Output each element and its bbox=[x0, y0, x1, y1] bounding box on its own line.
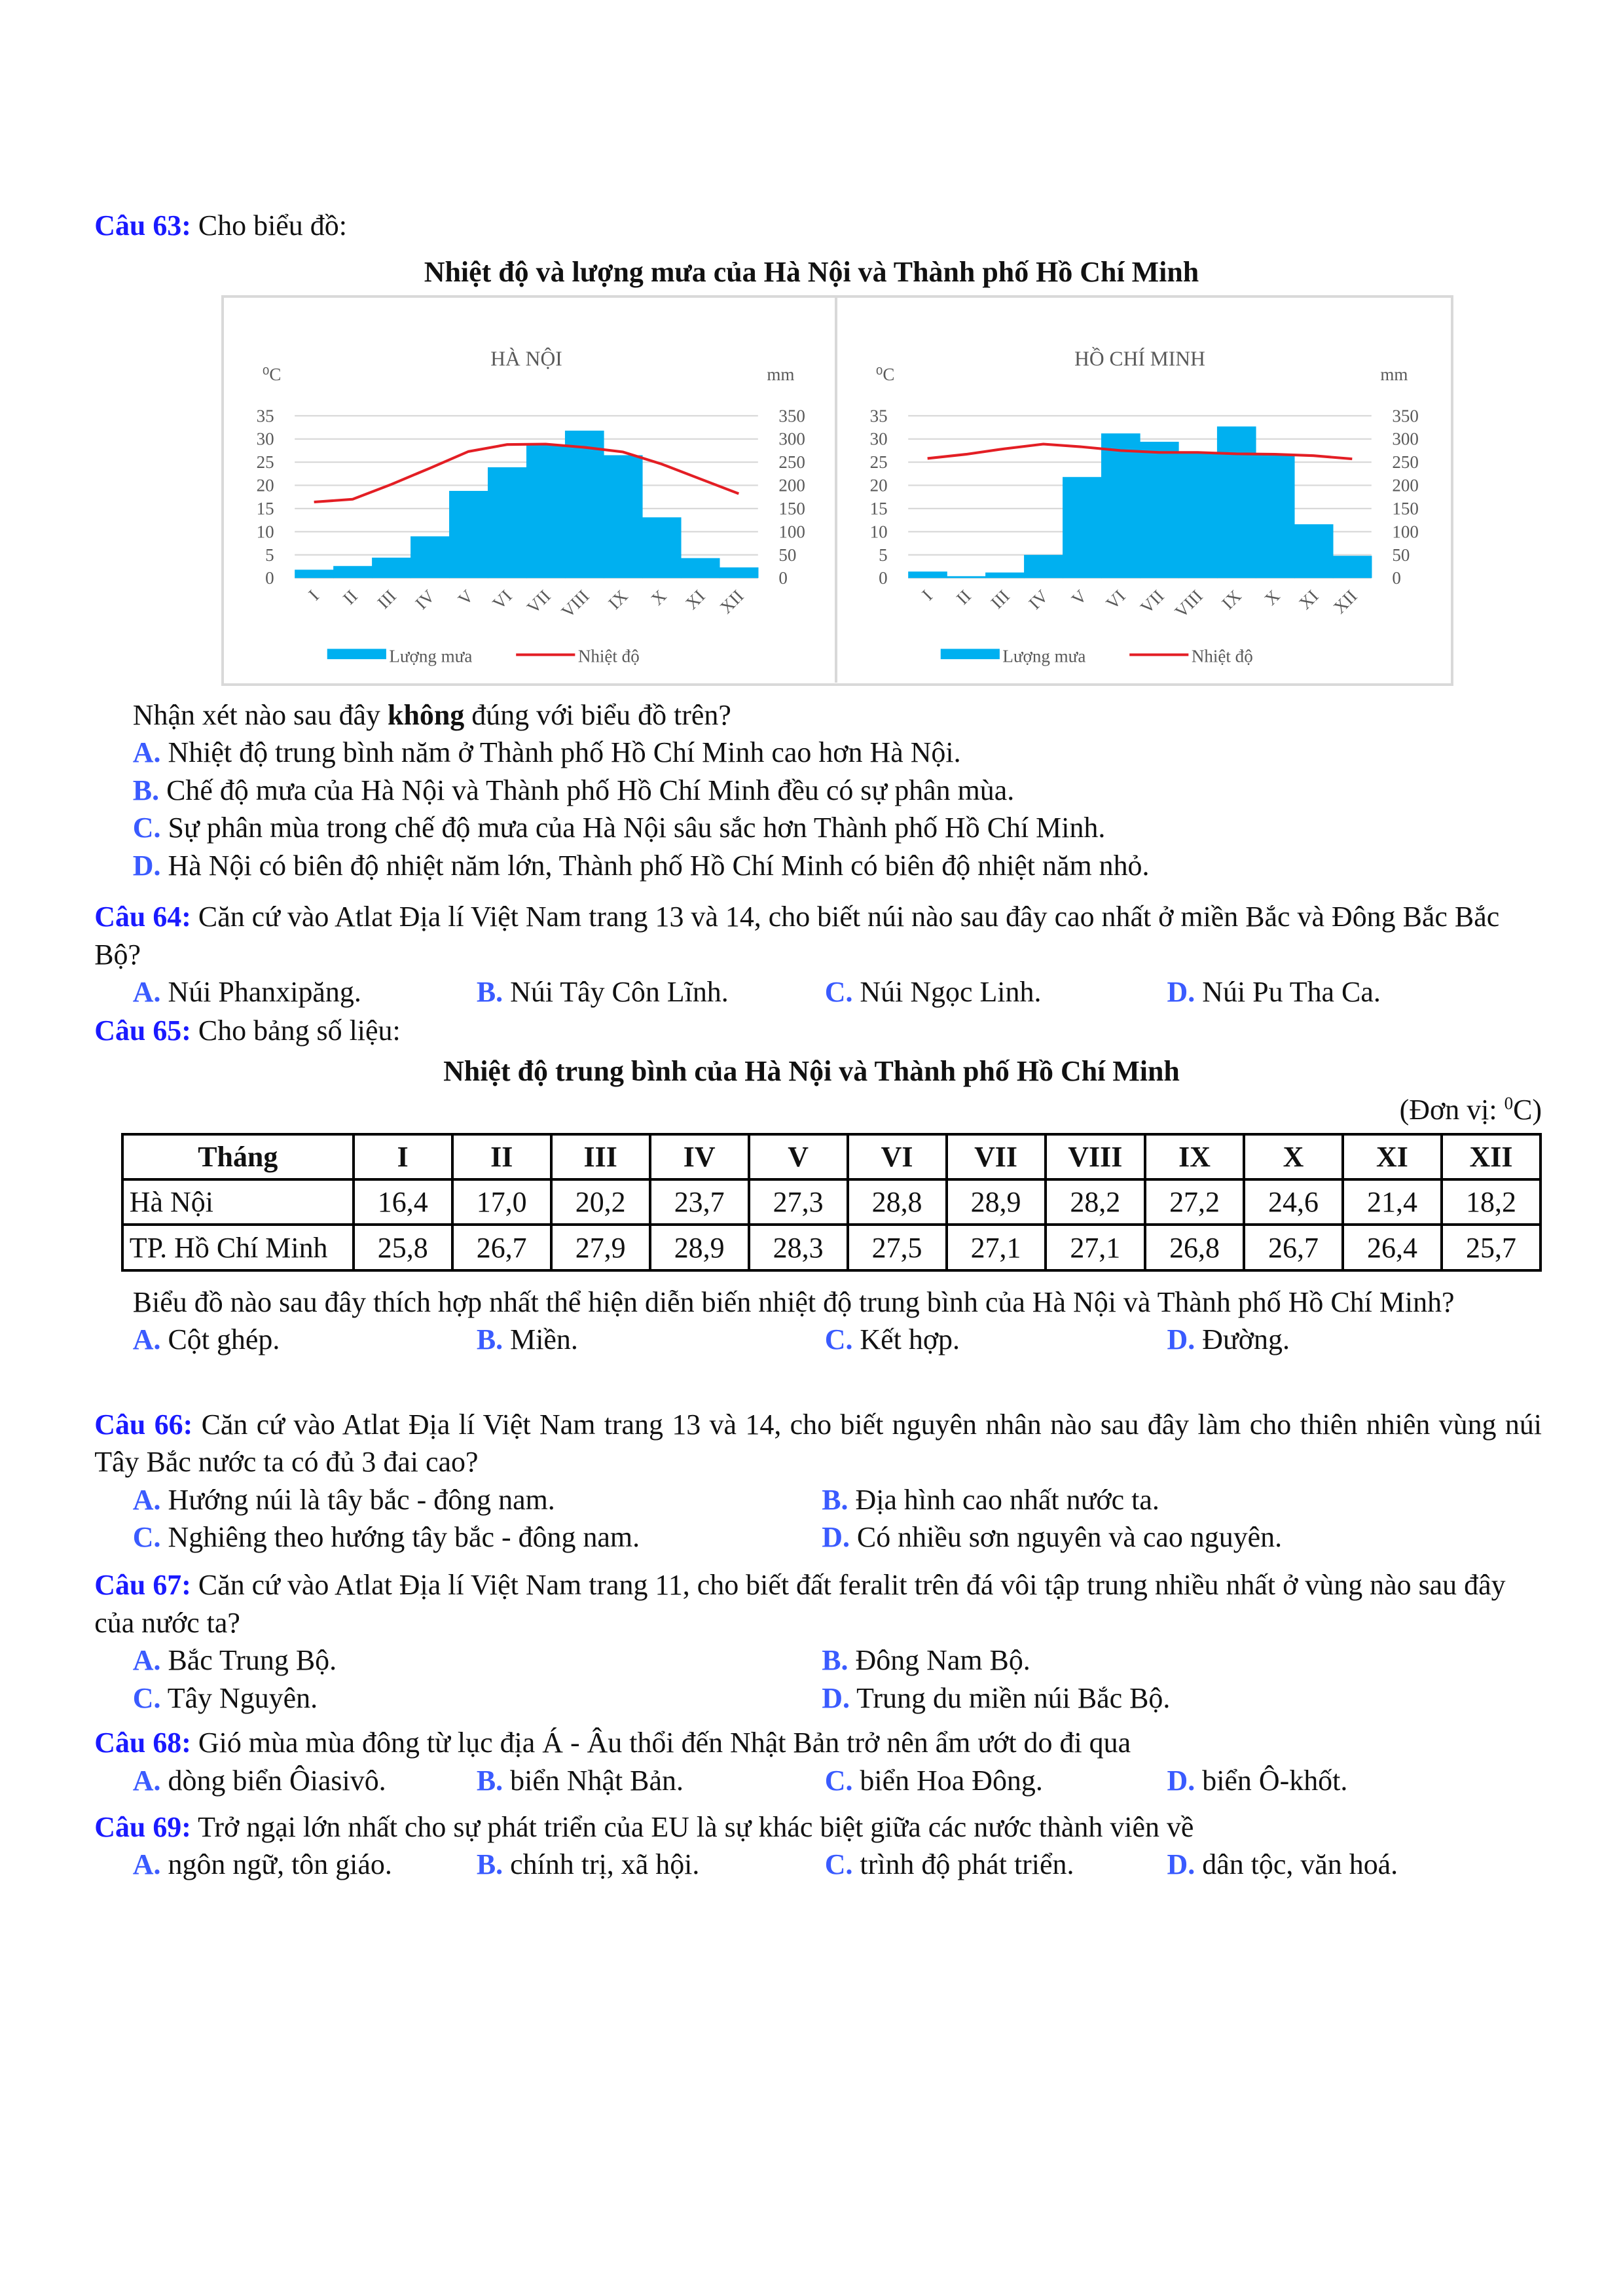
column-header: VIII bbox=[1046, 1134, 1146, 1179]
left-tick-label: 0 bbox=[265, 567, 274, 588]
table-cell: 27,5 bbox=[848, 1225, 947, 1270]
rainfall-bar bbox=[1024, 554, 1063, 577]
x-tick-label: II bbox=[338, 586, 361, 609]
answer-option-c[interactable] bbox=[825, 1321, 1167, 1358]
x-tick-label: IV bbox=[411, 586, 439, 613]
answer-option-b[interactable] bbox=[822, 1641, 1510, 1679]
answer-option-c[interactable] bbox=[133, 1518, 822, 1556]
option-text: Chế độ mưa của Hà Nội và Thành phố Hồ Chí Minh đều có sự phân mùa. bbox=[159, 774, 1015, 806]
option-text: biển Nhật Bản. bbox=[503, 1764, 684, 1797]
option-text: Nghiêng theo hướng tây bắc - đông nam. bbox=[160, 1521, 640, 1554]
column-header: XII bbox=[1442, 1134, 1541, 1179]
x-tick-label: I bbox=[304, 586, 323, 604]
option-text: Miền. bbox=[503, 1323, 578, 1356]
answer-option-a[interactable] bbox=[133, 1641, 822, 1679]
option-letter: C. bbox=[132, 1521, 161, 1554]
option-text: Sự phân mùa trong chế độ mưa của Hà Nội sâu sắc hơn Thành phố Hồ Chí Minh. bbox=[160, 812, 1106, 844]
left-tick-label: 10 bbox=[869, 522, 888, 542]
table-cell: 16,4 bbox=[354, 1179, 452, 1225]
right-tick-label: 200 bbox=[778, 475, 805, 495]
left-tick-label: 35 bbox=[869, 406, 888, 426]
right-tick-label: 250 bbox=[778, 452, 805, 472]
option-letter: B. bbox=[822, 1644, 848, 1677]
table-cell: 27,9 bbox=[551, 1225, 650, 1270]
rainfall-bar bbox=[604, 455, 643, 578]
option-text: Núi Ngọc Linh. bbox=[852, 976, 1042, 1009]
option-text: dòng biển Ôiasivô. bbox=[160, 1764, 386, 1797]
column-header: XI bbox=[1343, 1134, 1442, 1179]
question-text: Cho biểu đồ: bbox=[191, 209, 347, 242]
table-cell: 26,4 bbox=[1343, 1225, 1442, 1270]
option-letter: C. bbox=[824, 1323, 853, 1356]
option-letter: C. bbox=[824, 1848, 853, 1881]
option-letter: C. bbox=[132, 1681, 161, 1714]
table-title: Nhiệt độ trung bình của Hà Nội và Thành phố Hồ Chí Minh bbox=[443, 1055, 1180, 1088]
option-letter: B. bbox=[476, 1848, 503, 1881]
x-tick-label: III bbox=[987, 586, 1013, 613]
answer-option-a[interactable] bbox=[133, 1846, 477, 1883]
right-axis-unit: mm bbox=[1380, 364, 1408, 384]
charts-container bbox=[221, 295, 1453, 686]
option-text: Cột ghép. bbox=[160, 1323, 280, 1356]
option-letter: A. bbox=[132, 1764, 161, 1797]
rainfall-bar bbox=[372, 558, 411, 578]
answer-option-b[interactable] bbox=[477, 1762, 825, 1799]
rainfall-bar bbox=[488, 467, 527, 578]
x-tick-label: XII bbox=[1329, 586, 1361, 617]
column-header: III bbox=[551, 1134, 650, 1179]
question-number: Câu 67: bbox=[94, 1569, 191, 1602]
option-text: Tây Nguyên. bbox=[160, 1681, 318, 1714]
x-tick-label: I bbox=[918, 586, 936, 604]
option-text: trình độ phát triển. bbox=[852, 1848, 1074, 1881]
option-letter: B. bbox=[476, 1764, 503, 1797]
question-text: Căn cứ vào Atlat Địa lí Việt Nam trang 13 và 14, cho biết núi nào sau đây cao nhất ở miền Bắc và Đông Bắc Bắc Bộ? bbox=[94, 901, 1500, 971]
question-number: Câu 64: bbox=[94, 901, 191, 933]
answer-option-b[interactable] bbox=[133, 772, 1461, 809]
chart-ha-noi bbox=[224, 298, 837, 683]
option-letter: D. bbox=[1167, 976, 1195, 1009]
prompt-bold: không bbox=[388, 698, 465, 731]
table-cell: 27,1 bbox=[947, 1225, 1046, 1270]
table-cell: 26,7 bbox=[1244, 1225, 1343, 1270]
table-cell: 25,7 bbox=[1442, 1225, 1541, 1270]
question-number: Câu 68: bbox=[94, 1727, 191, 1759]
rainfall-bar bbox=[333, 565, 373, 577]
question-number: Câu 69: bbox=[94, 1810, 191, 1843]
option-text: Có nhiều sơn nguyên và cao nguyên. bbox=[849, 1521, 1283, 1554]
left-tick-label: 25 bbox=[256, 452, 274, 472]
option-letter: D. bbox=[822, 1681, 850, 1714]
option-letter: D. bbox=[1167, 1764, 1195, 1797]
right-tick-label: 350 bbox=[778, 406, 805, 426]
table-cell: 20,2 bbox=[551, 1179, 650, 1225]
answer-option-d[interactable] bbox=[1167, 973, 1463, 1011]
left-axis-unit: ⁰C bbox=[262, 364, 282, 384]
answer-option-d[interactable] bbox=[1167, 1321, 1463, 1358]
column-header: II bbox=[452, 1134, 551, 1179]
right-tick-label: 0 bbox=[1392, 567, 1401, 588]
rainfall-bar bbox=[295, 569, 334, 578]
right-tick-label: 350 bbox=[1392, 406, 1419, 426]
right-tick-label: 100 bbox=[1392, 522, 1419, 542]
question-64 bbox=[94, 898, 1542, 1011]
rainfall-bar bbox=[1333, 556, 1372, 578]
table-cell: 17,0 bbox=[452, 1179, 551, 1225]
x-tick-label: IX bbox=[1218, 586, 1245, 613]
answer-option-b[interactable] bbox=[822, 1481, 1510, 1518]
right-tick-label: 300 bbox=[1392, 429, 1419, 449]
left-tick-label: 5 bbox=[265, 545, 274, 565]
rainfall-bar bbox=[720, 567, 759, 578]
column-header: VI bbox=[848, 1134, 947, 1179]
table-row bbox=[122, 1179, 1541, 1225]
rainfall-bar bbox=[1217, 426, 1256, 578]
column-header: IX bbox=[1145, 1134, 1244, 1179]
question-63 bbox=[94, 207, 1542, 244]
x-tick-label: VII bbox=[523, 586, 555, 617]
question-number: Câu 65: bbox=[94, 1014, 191, 1047]
chart-title: HÀ NỘI bbox=[490, 347, 562, 370]
x-tick-label: XII bbox=[716, 586, 748, 617]
chart-title: HỒ CHÍ MINH bbox=[1074, 347, 1205, 370]
table-header-row bbox=[122, 1134, 1541, 1179]
option-text: Địa hình cao nhất nước ta. bbox=[848, 1483, 1159, 1516]
x-tick-label: XI bbox=[682, 586, 709, 613]
answer-option-d[interactable] bbox=[822, 1518, 1510, 1556]
option-text: Nhiệt độ trung bình năm ở Thành phố Hồ Chí Minh cao hơn Hà Nội. bbox=[160, 736, 961, 769]
left-tick-label: 20 bbox=[869, 475, 888, 495]
left-tick-label: 35 bbox=[256, 406, 274, 426]
right-tick-label: 50 bbox=[1392, 545, 1410, 565]
rainfall-bar bbox=[1101, 433, 1140, 578]
option-text: Núi Pu Tha Ca. bbox=[1195, 976, 1381, 1009]
left-tick-label: 25 bbox=[869, 452, 888, 472]
rainfall-bar bbox=[642, 517, 682, 578]
unit-text: (Đơn vị: bbox=[1399, 1093, 1504, 1126]
answer-option-a[interactable] bbox=[133, 973, 477, 1011]
unit-text: C) bbox=[1513, 1093, 1542, 1126]
rainfall-bar bbox=[1294, 524, 1334, 578]
left-tick-label: 0 bbox=[879, 567, 888, 588]
right-tick-label: 300 bbox=[778, 429, 805, 449]
x-tick-label: IX bbox=[604, 586, 632, 613]
question-63-body bbox=[94, 696, 1542, 884]
answer-option-c[interactable] bbox=[825, 1846, 1167, 1883]
option-letter: C. bbox=[824, 976, 853, 1009]
option-text: Bắc Trung Bộ. bbox=[160, 1644, 337, 1677]
question-68 bbox=[94, 1724, 1542, 1799]
option-text: Hướng núi là tây bắc - đông nam. bbox=[160, 1483, 555, 1516]
option-letter: B. bbox=[132, 774, 160, 806]
question-number: Câu 66: bbox=[94, 1408, 193, 1441]
table-cell: 21,4 bbox=[1343, 1179, 1442, 1225]
table-row bbox=[122, 1225, 1541, 1270]
option-letter: A. bbox=[132, 736, 161, 769]
right-tick-label: 0 bbox=[778, 567, 788, 588]
option-letter: D. bbox=[1167, 1323, 1195, 1356]
answer-option-d[interactable] bbox=[133, 847, 1461, 884]
answer-option-d[interactable] bbox=[1167, 1762, 1463, 1799]
x-tick-label: XI bbox=[1295, 586, 1322, 613]
prompt-text: đúng với biểu đồ trên? bbox=[464, 698, 731, 731]
right-tick-label: 100 bbox=[778, 522, 805, 542]
rainfall-bar bbox=[526, 444, 566, 578]
rainfall-bar bbox=[1256, 454, 1295, 578]
left-tick-label: 30 bbox=[256, 429, 274, 449]
right-tick-label: 250 bbox=[1392, 452, 1419, 472]
option-letter: D. bbox=[132, 849, 161, 882]
question-text: Gió mùa mùa đông từ lục địa Á - Âu thổi đến Nhật Bản trở nên ẩm ướt do đi qua bbox=[191, 1727, 1131, 1759]
option-letter: A. bbox=[132, 1323, 161, 1356]
temperature-table bbox=[121, 1133, 1542, 1272]
option-letter: B. bbox=[476, 976, 503, 1009]
left-tick-label: 20 bbox=[256, 475, 274, 495]
question-text: Cho bảng số liệu: bbox=[191, 1014, 401, 1047]
rainfall-bar bbox=[681, 558, 720, 577]
table-unit bbox=[1400, 1093, 1542, 1126]
answer-option-b[interactable] bbox=[477, 1846, 825, 1883]
x-tick-label: VII bbox=[1136, 586, 1168, 617]
option-text: Đông Nam Bộ. bbox=[848, 1644, 1030, 1677]
x-tick-label: VIII bbox=[557, 586, 593, 622]
option-letter: A. bbox=[132, 1848, 161, 1881]
left-tick-label: 10 bbox=[256, 522, 274, 542]
x-tick-label: V bbox=[454, 586, 477, 609]
x-tick-label: VI bbox=[488, 586, 516, 613]
right-tick-label: 50 bbox=[778, 545, 797, 565]
option-text: Hà Nội có biên độ nhiệt năm lớn, Thành phố Hồ Chí Minh có biên độ nhiệt năm nhỏ. bbox=[160, 849, 1150, 882]
option-text: Núi Phanxipăng. bbox=[160, 976, 361, 1009]
question-text: Căn cứ vào Atlat Địa lí Việt Nam trang 11, cho biết đất feralit trên đá vôi tập trung nhiều nhất ở vùng nào sau đây của nước ta? bbox=[94, 1569, 1506, 1639]
question-text: Biểu đồ nào sau đây thích hợp nhất thể hiện diễn biến nhiệt độ trung bình của Hà Nội và Thành phố Hồ Chí Minh? bbox=[132, 1285, 1455, 1318]
table-cell: Hà Nội bbox=[122, 1179, 354, 1225]
legend-rainfall-label: Lượng mưa bbox=[1002, 646, 1086, 666]
question-65-body bbox=[94, 1283, 1542, 1359]
table-cell: 28,2 bbox=[1046, 1179, 1146, 1225]
option-letter: B. bbox=[476, 1323, 503, 1356]
option-text: Đường. bbox=[1195, 1323, 1290, 1356]
x-tick-label: V bbox=[1067, 586, 1091, 609]
x-tick-label: VI bbox=[1102, 586, 1129, 613]
table-cell: 27,3 bbox=[749, 1179, 848, 1225]
right-axis-unit: mm bbox=[767, 364, 795, 384]
table-cell: 23,7 bbox=[650, 1179, 749, 1225]
table-cell: 28,8 bbox=[848, 1179, 947, 1225]
chart-title: Nhiệt độ và lượng mưa của Hà Nội và Thành phố Hồ Chí Minh bbox=[424, 255, 1199, 288]
question-65 bbox=[94, 1012, 1542, 1049]
question-prompt bbox=[94, 696, 1542, 734]
option-text: ngôn ngữ, tôn giáo. bbox=[160, 1848, 392, 1881]
option-letter: C. bbox=[132, 812, 161, 844]
table-cell: 24,6 bbox=[1244, 1179, 1343, 1225]
x-tick-label: III bbox=[373, 586, 400, 613]
rainfall-bar bbox=[1063, 476, 1102, 577]
answer-option-c[interactable] bbox=[133, 1679, 822, 1717]
column-header: X bbox=[1244, 1134, 1343, 1179]
table-cell: 28,3 bbox=[749, 1225, 848, 1270]
option-letter: A. bbox=[132, 976, 161, 1009]
answer-option-b[interactable] bbox=[477, 973, 825, 1011]
rainfall-bar bbox=[947, 576, 986, 578]
option-letter: D. bbox=[1167, 1848, 1195, 1881]
option-letter: C. bbox=[824, 1764, 853, 1797]
x-tick-label: VIII bbox=[1171, 586, 1207, 622]
answer-option-a[interactable] bbox=[133, 1762, 477, 1799]
question-text: Trở ngại lớn nhất cho sự phát triển của EU là sự khác biệt giữa các nước thành viên về bbox=[191, 1810, 1194, 1843]
unit-sup: 0 bbox=[1504, 1093, 1514, 1113]
answer-option-a[interactable] bbox=[133, 734, 1461, 771]
option-letter: A. bbox=[132, 1644, 161, 1677]
question-text: Căn cứ vào Atlat Địa lí Việt Nam trang 13 và 14, cho biết nguyên nhân nào sau đây làm cho thiên nhiên vùng núi Tây Bắc nước ta có đủ 3 đai cao? bbox=[94, 1408, 1542, 1479]
answer-option-c[interactable] bbox=[825, 1762, 1167, 1799]
left-tick-label: 5 bbox=[879, 545, 888, 565]
option-letter: D. bbox=[822, 1521, 850, 1554]
table-cell: 27,1 bbox=[1046, 1225, 1146, 1270]
table-cell: 28,9 bbox=[650, 1225, 749, 1270]
right-tick-label: 150 bbox=[778, 498, 805, 518]
rainfall-bar bbox=[908, 571, 947, 578]
question-67 bbox=[94, 1566, 1542, 1717]
question-69 bbox=[94, 1808, 1542, 1884]
option-text: biển Hoa Đông. bbox=[852, 1764, 1043, 1797]
rainfall-bar bbox=[449, 491, 488, 578]
x-tick-label: II bbox=[952, 586, 975, 609]
answer-option-d[interactable] bbox=[822, 1679, 1510, 1717]
left-tick-label: 15 bbox=[256, 498, 274, 518]
column-header: Tháng bbox=[122, 1134, 354, 1179]
table-cell: 25,8 bbox=[354, 1225, 452, 1270]
right-tick-label: 200 bbox=[1392, 475, 1419, 495]
option-text: Trung du miền núi Bắc Bộ. bbox=[849, 1681, 1171, 1714]
legend-temperature-label: Nhiệt độ bbox=[1191, 646, 1253, 666]
table-cell: 18,2 bbox=[1442, 1179, 1541, 1225]
rainfall-bar bbox=[565, 431, 604, 578]
question-number: Câu 63: bbox=[94, 209, 191, 242]
column-header: IV bbox=[650, 1134, 749, 1179]
answer-option-b[interactable] bbox=[477, 1321, 825, 1358]
legend-rainfall-swatch bbox=[941, 649, 1000, 659]
option-letter: A. bbox=[132, 1483, 161, 1516]
table-cell: 26,7 bbox=[452, 1225, 551, 1270]
column-header: V bbox=[749, 1134, 848, 1179]
option-text: Kết hợp. bbox=[852, 1323, 960, 1356]
column-header: I bbox=[354, 1134, 452, 1179]
answer-option-a[interactable] bbox=[133, 1481, 822, 1518]
legend-rainfall-swatch bbox=[327, 649, 386, 659]
right-tick-label: 150 bbox=[1392, 498, 1419, 518]
x-tick-label: X bbox=[647, 586, 670, 609]
rainfall-bar bbox=[1140, 442, 1179, 578]
option-letter: B. bbox=[822, 1483, 848, 1516]
rainfall-bar bbox=[1178, 453, 1218, 578]
rainfall-bar bbox=[410, 536, 450, 578]
answer-option-c[interactable] bbox=[133, 809, 1461, 846]
question-66 bbox=[94, 1406, 1542, 1556]
option-text: Núi Tây Côn Lĩnh. bbox=[503, 976, 729, 1009]
legend-temperature-label: Nhiệt độ bbox=[577, 646, 640, 666]
answer-option-d[interactable] bbox=[1167, 1846, 1463, 1883]
table-cell: TP. Hồ Chí Minh bbox=[122, 1225, 354, 1270]
x-tick-label: X bbox=[1260, 586, 1284, 609]
left-tick-label: 15 bbox=[869, 498, 888, 518]
table-cell: 26,8 bbox=[1145, 1225, 1244, 1270]
answer-option-a[interactable] bbox=[133, 1321, 477, 1358]
option-text: chính trị, xã hội. bbox=[503, 1848, 700, 1881]
option-text: biển Ô-khốt. bbox=[1195, 1764, 1348, 1797]
table-cell: 27,2 bbox=[1145, 1179, 1244, 1225]
column-header: VII bbox=[947, 1134, 1046, 1179]
chart-ho-chi-minh bbox=[837, 298, 1451, 683]
answer-option-c[interactable] bbox=[825, 973, 1167, 1011]
rainfall-bar bbox=[985, 572, 1025, 577]
table-cell: 28,9 bbox=[947, 1179, 1046, 1225]
x-tick-label: IV bbox=[1025, 586, 1052, 613]
left-axis-unit: ⁰C bbox=[875, 364, 895, 384]
legend-rainfall-label: Lượng mưa bbox=[389, 646, 473, 666]
left-tick-label: 30 bbox=[869, 429, 888, 449]
prompt-text: Nhận xét nào sau đây bbox=[132, 698, 388, 731]
option-text: dân tộc, văn hoá. bbox=[1195, 1848, 1398, 1881]
